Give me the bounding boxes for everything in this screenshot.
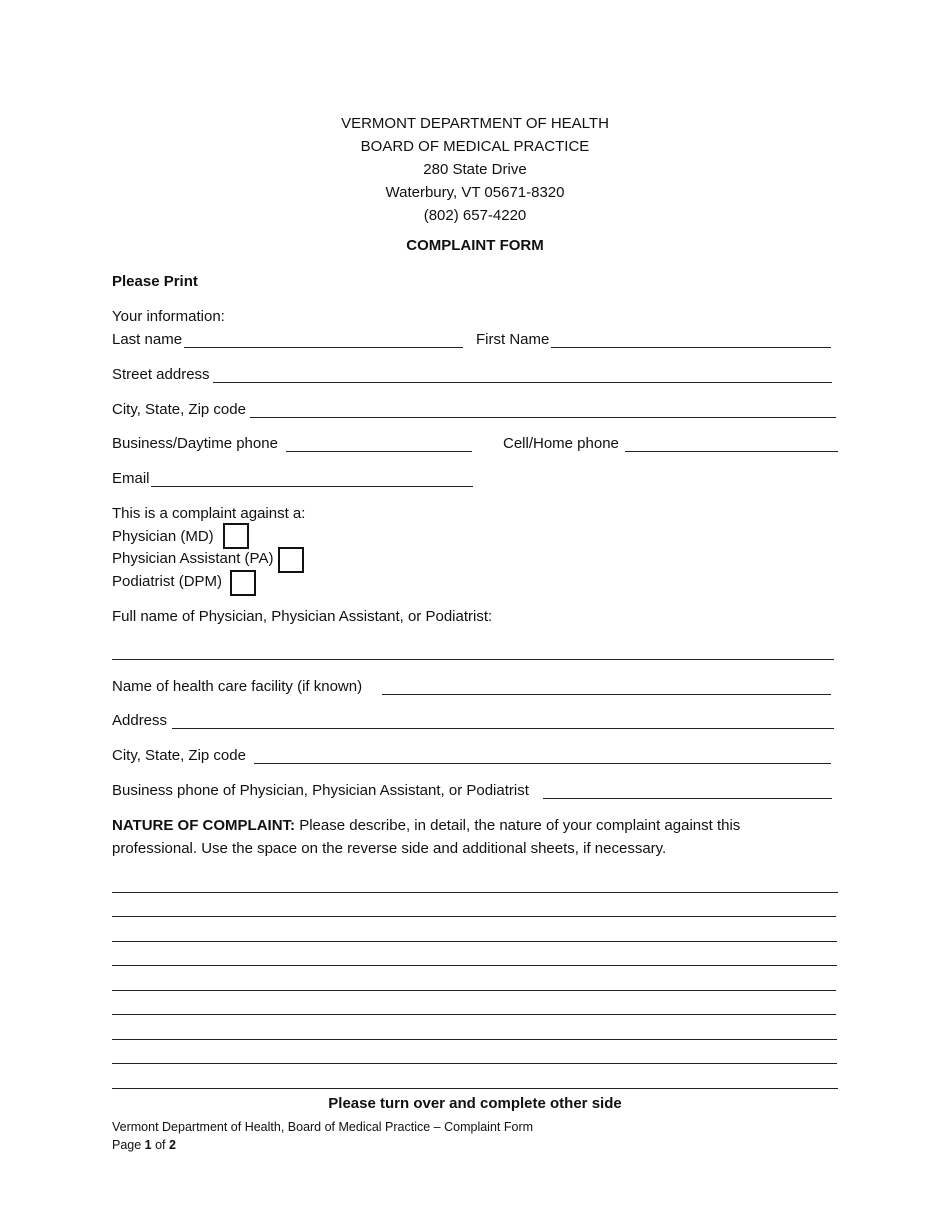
nature-text-1: Please describe, in detail, the nature of your complaint against this — [295, 817, 741, 834]
please-print: Please Print — [112, 273, 198, 290]
md-label: Physician (MD) — [112, 528, 214, 545]
page-indicator — [112, 1138, 176, 1152]
facility-label: Name of health care facility (if known) — [112, 678, 363, 695]
against-heading: This is a complaint against a: — [112, 505, 306, 522]
header-line-3: 280 State Drive — [423, 161, 527, 178]
dpm-label: Podiatrist (DPM) — [112, 573, 223, 590]
first-name-label: First Name — [476, 331, 550, 348]
complaint-line-8[interactable] — [112, 1063, 837, 1064]
cell-phone-field[interactable] — [625, 451, 838, 452]
agency-header — [0, 112, 950, 227]
complaint-line-6[interactable] — [112, 1014, 836, 1015]
page-of: of — [151, 1138, 169, 1152]
md-checkbox[interactable] — [223, 523, 249, 549]
provider-city-label: City, State, Zip code — [112, 747, 246, 764]
city-label: City, State, Zip code — [112, 401, 246, 418]
turn-over-note: Please turn over and complete other side — [328, 1095, 622, 1112]
last-name-label: Last name — [112, 331, 183, 348]
provider-phone-label: Business phone of Physician, Physician Assistant, or Podiatrist — [112, 782, 529, 799]
page-total: 2 — [169, 1138, 176, 1152]
your-info-heading: Your information: — [112, 308, 225, 325]
street-field[interactable] — [213, 382, 832, 383]
business-phone-field[interactable] — [286, 451, 472, 452]
provider-address-label: Address — [112, 712, 168, 729]
nature-paragraph-line-1 — [112, 817, 740, 834]
page-prefix: Page — [112, 1138, 145, 1152]
header-line-4: Waterbury, VT 05671-8320 — [385, 184, 565, 201]
nature-heading: NATURE OF COMPLAINT: — [112, 817, 296, 834]
pa-checkbox[interactable] — [278, 547, 304, 573]
complaint-line-5[interactable] — [112, 990, 836, 991]
header-line-5: (802) 657-4220 — [423, 207, 527, 224]
form-title: COMPLAINT FORM — [406, 237, 544, 254]
provider-address-field[interactable] — [172, 728, 834, 729]
footer-title: Vermont Department of Health, Board of Medical Practice – Complaint Form — [112, 1120, 534, 1134]
nature-text-2: professional. Use the space on the reverse side and additional sheets, if necessary. — [112, 840, 667, 857]
header-line-2: BOARD OF MEDICAL PRACTICE — [360, 138, 590, 155]
complaint-line-4[interactable] — [112, 965, 837, 966]
email-field[interactable] — [151, 486, 473, 487]
provider-city-field[interactable] — [254, 763, 831, 764]
first-name-field[interactable] — [551, 347, 831, 348]
dpm-checkbox[interactable] — [230, 570, 256, 596]
provider-name-label: Full name of Physician, Physician Assistant, or Podiatrist: — [112, 608, 493, 625]
email-label: Email — [112, 470, 150, 487]
business-phone-label: Business/Daytime phone — [112, 435, 278, 452]
page-number: 1 — [144, 1138, 152, 1152]
provider-name-field[interactable] — [112, 659, 834, 660]
header-line-1: VERMONT DEPARTMENT OF HEALTH — [341, 115, 609, 132]
provider-phone-field[interactable] — [543, 798, 832, 799]
complaint-line-9[interactable] — [112, 1088, 838, 1089]
facility-field[interactable] — [382, 694, 831, 695]
cell-phone-label: Cell/Home phone — [503, 435, 619, 452]
complaint-line-1[interactable] — [112, 892, 838, 893]
street-label: Street address — [112, 366, 210, 383]
pa-label: Physician Assistant (PA) — [112, 550, 274, 567]
last-name-field[interactable] — [184, 347, 463, 348]
complaint-line-3[interactable] — [112, 941, 837, 942]
complaint-line-2[interactable] — [112, 916, 836, 917]
complaint-line-7[interactable] — [112, 1039, 837, 1040]
city-field[interactable] — [250, 417, 836, 418]
